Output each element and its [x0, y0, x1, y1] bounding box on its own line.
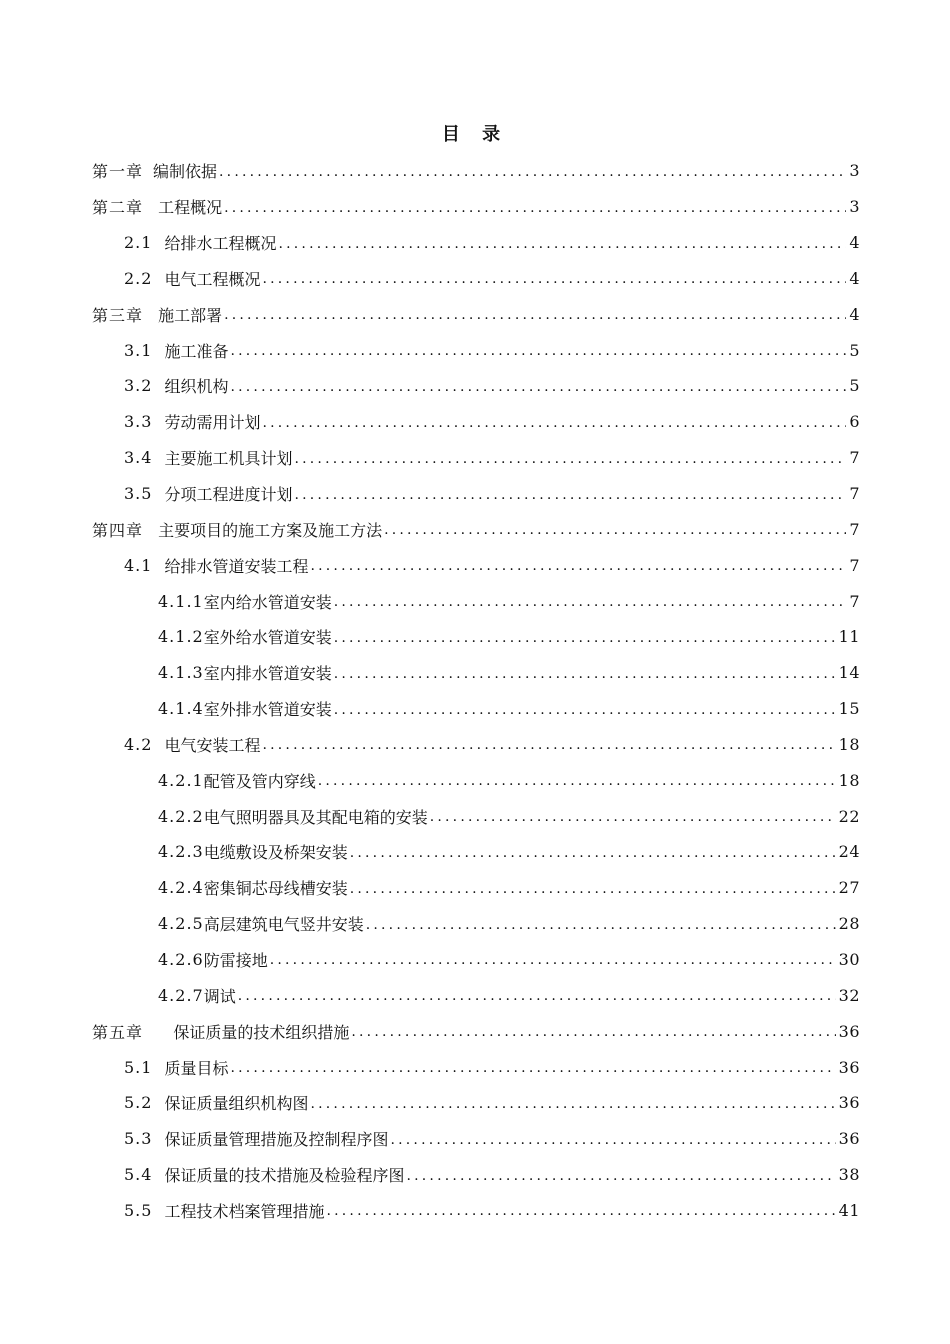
- toc-entry-page-number: 36: [838, 1129, 860, 1149]
- toc-entry-page-number: 28: [838, 914, 860, 934]
- toc-entry-label: 调试: [203, 986, 236, 1006]
- toc-entry-label: 分项工程进度计划: [164, 485, 293, 505]
- toc-dot-leader: [384, 523, 846, 537]
- toc-entry-label: 保证质量的技术组织措施: [153, 1022, 350, 1042]
- toc-entry-number: 第二章: [92, 198, 144, 218]
- toc-entry[interactable]: [92, 1157, 860, 1193]
- toc-list: [92, 153, 860, 1228]
- toc-entry-number: 5.1: [124, 1057, 153, 1077]
- toc-entry-number: 3.2: [124, 376, 153, 396]
- toc-entry-number: 4.2.5: [158, 914, 204, 934]
- toc-entry-number: 3.4: [124, 448, 153, 468]
- toc-entry-label: 劳动需用计划: [164, 413, 261, 433]
- toc-entry[interactable]: [92, 296, 860, 332]
- toc-entry-number: 4.1.4: [158, 699, 204, 719]
- toc-dot-leader: [334, 667, 836, 681]
- toc-dot-leader: [334, 631, 836, 645]
- toc-entry-page-number: 4: [849, 233, 860, 253]
- toc-entry-number: 4.2.2: [158, 806, 204, 826]
- toc-entry[interactable]: [92, 261, 860, 297]
- toc-entry[interactable]: [92, 332, 860, 368]
- toc-dot-leader: [350, 846, 836, 860]
- toc-entry-number: 3.1: [124, 340, 153, 360]
- toc-entry[interactable]: [92, 619, 860, 655]
- toc-dot-leader: [406, 1169, 835, 1183]
- toc-entry-page-number: 7: [849, 484, 860, 504]
- toc-dot-leader: [230, 344, 846, 358]
- toc-entry-label: 室内给水管道安装: [203, 592, 332, 612]
- toc-entry-page-number: 7: [849, 519, 860, 539]
- toc-dot-leader: [310, 1097, 835, 1111]
- toc-dot-leader: [224, 201, 846, 215]
- toc-entry-page-number: 6: [849, 412, 860, 432]
- toc-dot-leader: [390, 1133, 835, 1147]
- toc-entry[interactable]: [92, 870, 860, 906]
- toc-entry-number: 4.2.4: [158, 878, 204, 898]
- toc-entry-number: 5.4: [124, 1165, 153, 1185]
- toc-entry-number: 4.1.1: [158, 591, 204, 611]
- toc-entry-page-number: 15: [838, 699, 860, 719]
- toc-entry[interactable]: [92, 368, 860, 404]
- toc-entry-label: 工程技术档案管理措施: [164, 1201, 325, 1221]
- toc-dot-leader: [262, 738, 835, 752]
- toc-entry-number: 4.1.2: [158, 627, 204, 647]
- toc-entry-label: 电气照明器具及其配电箱的安装: [203, 807, 428, 827]
- toc-dot-leader: [334, 595, 847, 609]
- toc-entry-label: 室外给水管道安装: [203, 628, 332, 648]
- toc-entry-number: 5.5: [124, 1200, 153, 1220]
- toc-entry[interactable]: [92, 1085, 860, 1121]
- toc-entry-label: 编制依据: [153, 162, 218, 182]
- toc-entry-number: 第四章: [92, 520, 144, 540]
- toc-entry[interactable]: [92, 762, 860, 798]
- toc-entry-label: 主要施工机具计划: [164, 449, 293, 469]
- toc-entry[interactable]: [92, 1192, 860, 1228]
- toc-entry-number: 第三章: [92, 305, 144, 325]
- toc-entry-label: 室内排水管道安装: [203, 664, 332, 684]
- toc-entry-label: 配管及管内穿线: [203, 771, 316, 791]
- toc-entry-page-number: 4: [849, 268, 860, 288]
- toc-entry[interactable]: [92, 655, 860, 691]
- toc-dot-leader: [326, 1204, 835, 1218]
- toc-entry-label: 保证质量组织机构图: [164, 1094, 309, 1114]
- toc-dot-leader: [219, 165, 846, 179]
- toc-entry-number: 4.2.3: [158, 842, 204, 862]
- toc-entry-label: 室外排水管道安装: [203, 700, 332, 720]
- toc-entry-page-number: 38: [838, 1165, 860, 1185]
- toc-dot-leader: [294, 452, 846, 466]
- toc-entry-number: 2.2: [124, 268, 153, 288]
- toc-dot-leader: [366, 918, 836, 932]
- toc-entry-page-number: 36: [838, 1057, 860, 1077]
- toc-entry-page-number: 27: [838, 878, 860, 898]
- toc-entry-number: 3.3: [124, 412, 153, 432]
- toc-title: 目 录: [441, 124, 509, 145]
- toc-entry-label: 保证质量的技术措施及检验程序图: [164, 1166, 405, 1186]
- toc-entry-page-number: 41: [838, 1200, 860, 1220]
- toc-entry-page-number: 7: [849, 448, 860, 468]
- toc-entry[interactable]: [92, 440, 860, 476]
- toc-entry-page-number: 11: [838, 627, 860, 647]
- toc-entry-label: 给排水工程概况: [164, 234, 277, 254]
- toc-entry-number: 4.1: [124, 555, 153, 575]
- toc-dot-leader: [262, 272, 846, 286]
- toc-entry-number: 第一章: [92, 162, 144, 182]
- toc-dot-leader: [294, 488, 846, 502]
- toc-entry-page-number: 14: [838, 663, 860, 683]
- toc-entry-label: 施工准备: [164, 341, 229, 361]
- toc-entry[interactable]: [92, 834, 860, 870]
- toc-entry-label: 保证质量管理措施及控制程序图: [164, 1130, 389, 1150]
- toc-entry-number: 4.2.6: [158, 949, 204, 969]
- toc-dot-leader: [318, 774, 836, 788]
- toc-dot-leader: [238, 989, 836, 1003]
- toc-entry-number: 4.1.3: [158, 663, 204, 683]
- toc-entry-label: 给排水管道安装工程: [164, 556, 309, 576]
- toc-entry[interactable]: [92, 583, 860, 619]
- toc-entry-number: 4.2.7: [158, 985, 204, 1005]
- toc-entry[interactable]: [92, 225, 860, 261]
- toc-entry-label: 工程概况: [153, 198, 223, 218]
- toc-entry[interactable]: [92, 798, 860, 834]
- toc-entry-page-number: 3: [849, 161, 860, 181]
- toc-entry-page-number: 5: [849, 340, 860, 360]
- toc-entry[interactable]: [92, 691, 860, 727]
- toc-entry-number: 4.2: [124, 734, 153, 754]
- toc-entry-number: 5.3: [124, 1129, 153, 1149]
- toc-entry-label: 电气安装工程: [164, 735, 261, 755]
- toc-dot-leader: [430, 810, 836, 824]
- toc-entry[interactable]: [92, 1013, 860, 1049]
- toc-dot-leader: [310, 559, 846, 573]
- toc-entry-page-number: 36: [838, 1093, 860, 1113]
- toc-entry[interactable]: [92, 404, 860, 440]
- toc-entry-page-number: 18: [838, 770, 860, 790]
- toc-dot-leader: [334, 703, 836, 717]
- toc-entry-label: 主要项目的施工方案及施工方法: [153, 520, 383, 540]
- toc-entry[interactable]: [92, 153, 860, 189]
- toc-entry-page-number: 7: [849, 555, 860, 575]
- toc-entry[interactable]: [92, 511, 860, 547]
- toc-entry[interactable]: [92, 727, 860, 763]
- toc-entry-page-number: 30: [838, 949, 860, 969]
- toc-entry[interactable]: [92, 1049, 860, 1085]
- toc-entry[interactable]: [92, 547, 860, 583]
- toc-entry-page-number: 24: [838, 842, 860, 862]
- toc-dot-leader: [262, 416, 846, 430]
- toc-dot-leader: [270, 953, 836, 967]
- toc-dot-leader: [230, 1061, 835, 1075]
- toc-entry-page-number: 18: [838, 734, 860, 754]
- toc-entry-label: 密集铜芯母线槽安装: [203, 879, 348, 899]
- toc-entry[interactable]: [92, 189, 860, 225]
- toc-entry-label: 组织机构: [164, 377, 229, 397]
- toc-entry[interactable]: [92, 906, 860, 942]
- toc-dot-leader: [224, 308, 846, 322]
- toc-entry[interactable]: [92, 1121, 860, 1157]
- toc-entry-label: 高层建筑电气竖井安装: [203, 915, 364, 935]
- toc-entry-page-number: 36: [838, 1021, 860, 1041]
- toc-dot-leader: [351, 1025, 835, 1039]
- toc-entry-label: 质量目标: [164, 1058, 229, 1078]
- toc-entry-number: 5.2: [124, 1093, 153, 1113]
- toc-entry-label: 电缆敷设及桥架安装: [203, 843, 348, 863]
- toc-entry-label: 电气工程概况: [164, 269, 261, 289]
- toc-entry-number: 2.1: [124, 233, 153, 253]
- toc-entry-label: 防雷接地: [203, 950, 268, 970]
- toc-entry-page-number: 22: [838, 806, 860, 826]
- toc-dot-leader: [350, 882, 836, 896]
- toc-dot-leader: [230, 380, 846, 394]
- toc-entry-page-number: 5: [849, 376, 860, 396]
- toc-entry-number: 4.2.1: [158, 770, 204, 790]
- toc-entry-page-number: 32: [838, 985, 860, 1005]
- toc-entry[interactable]: [92, 476, 860, 512]
- toc-entry-page-number: 4: [849, 304, 860, 324]
- toc-entry[interactable]: [92, 977, 860, 1013]
- toc-entry-number: 第五章: [92, 1022, 144, 1042]
- toc-entry-page-number: 7: [849, 591, 860, 611]
- toc-entry-page-number: 3: [849, 197, 860, 217]
- toc-dot-leader: [278, 237, 846, 251]
- toc-entry-number: 3.5: [124, 484, 153, 504]
- toc-entry-label: 施工部署: [153, 305, 223, 325]
- toc-entry[interactable]: [92, 942, 860, 978]
